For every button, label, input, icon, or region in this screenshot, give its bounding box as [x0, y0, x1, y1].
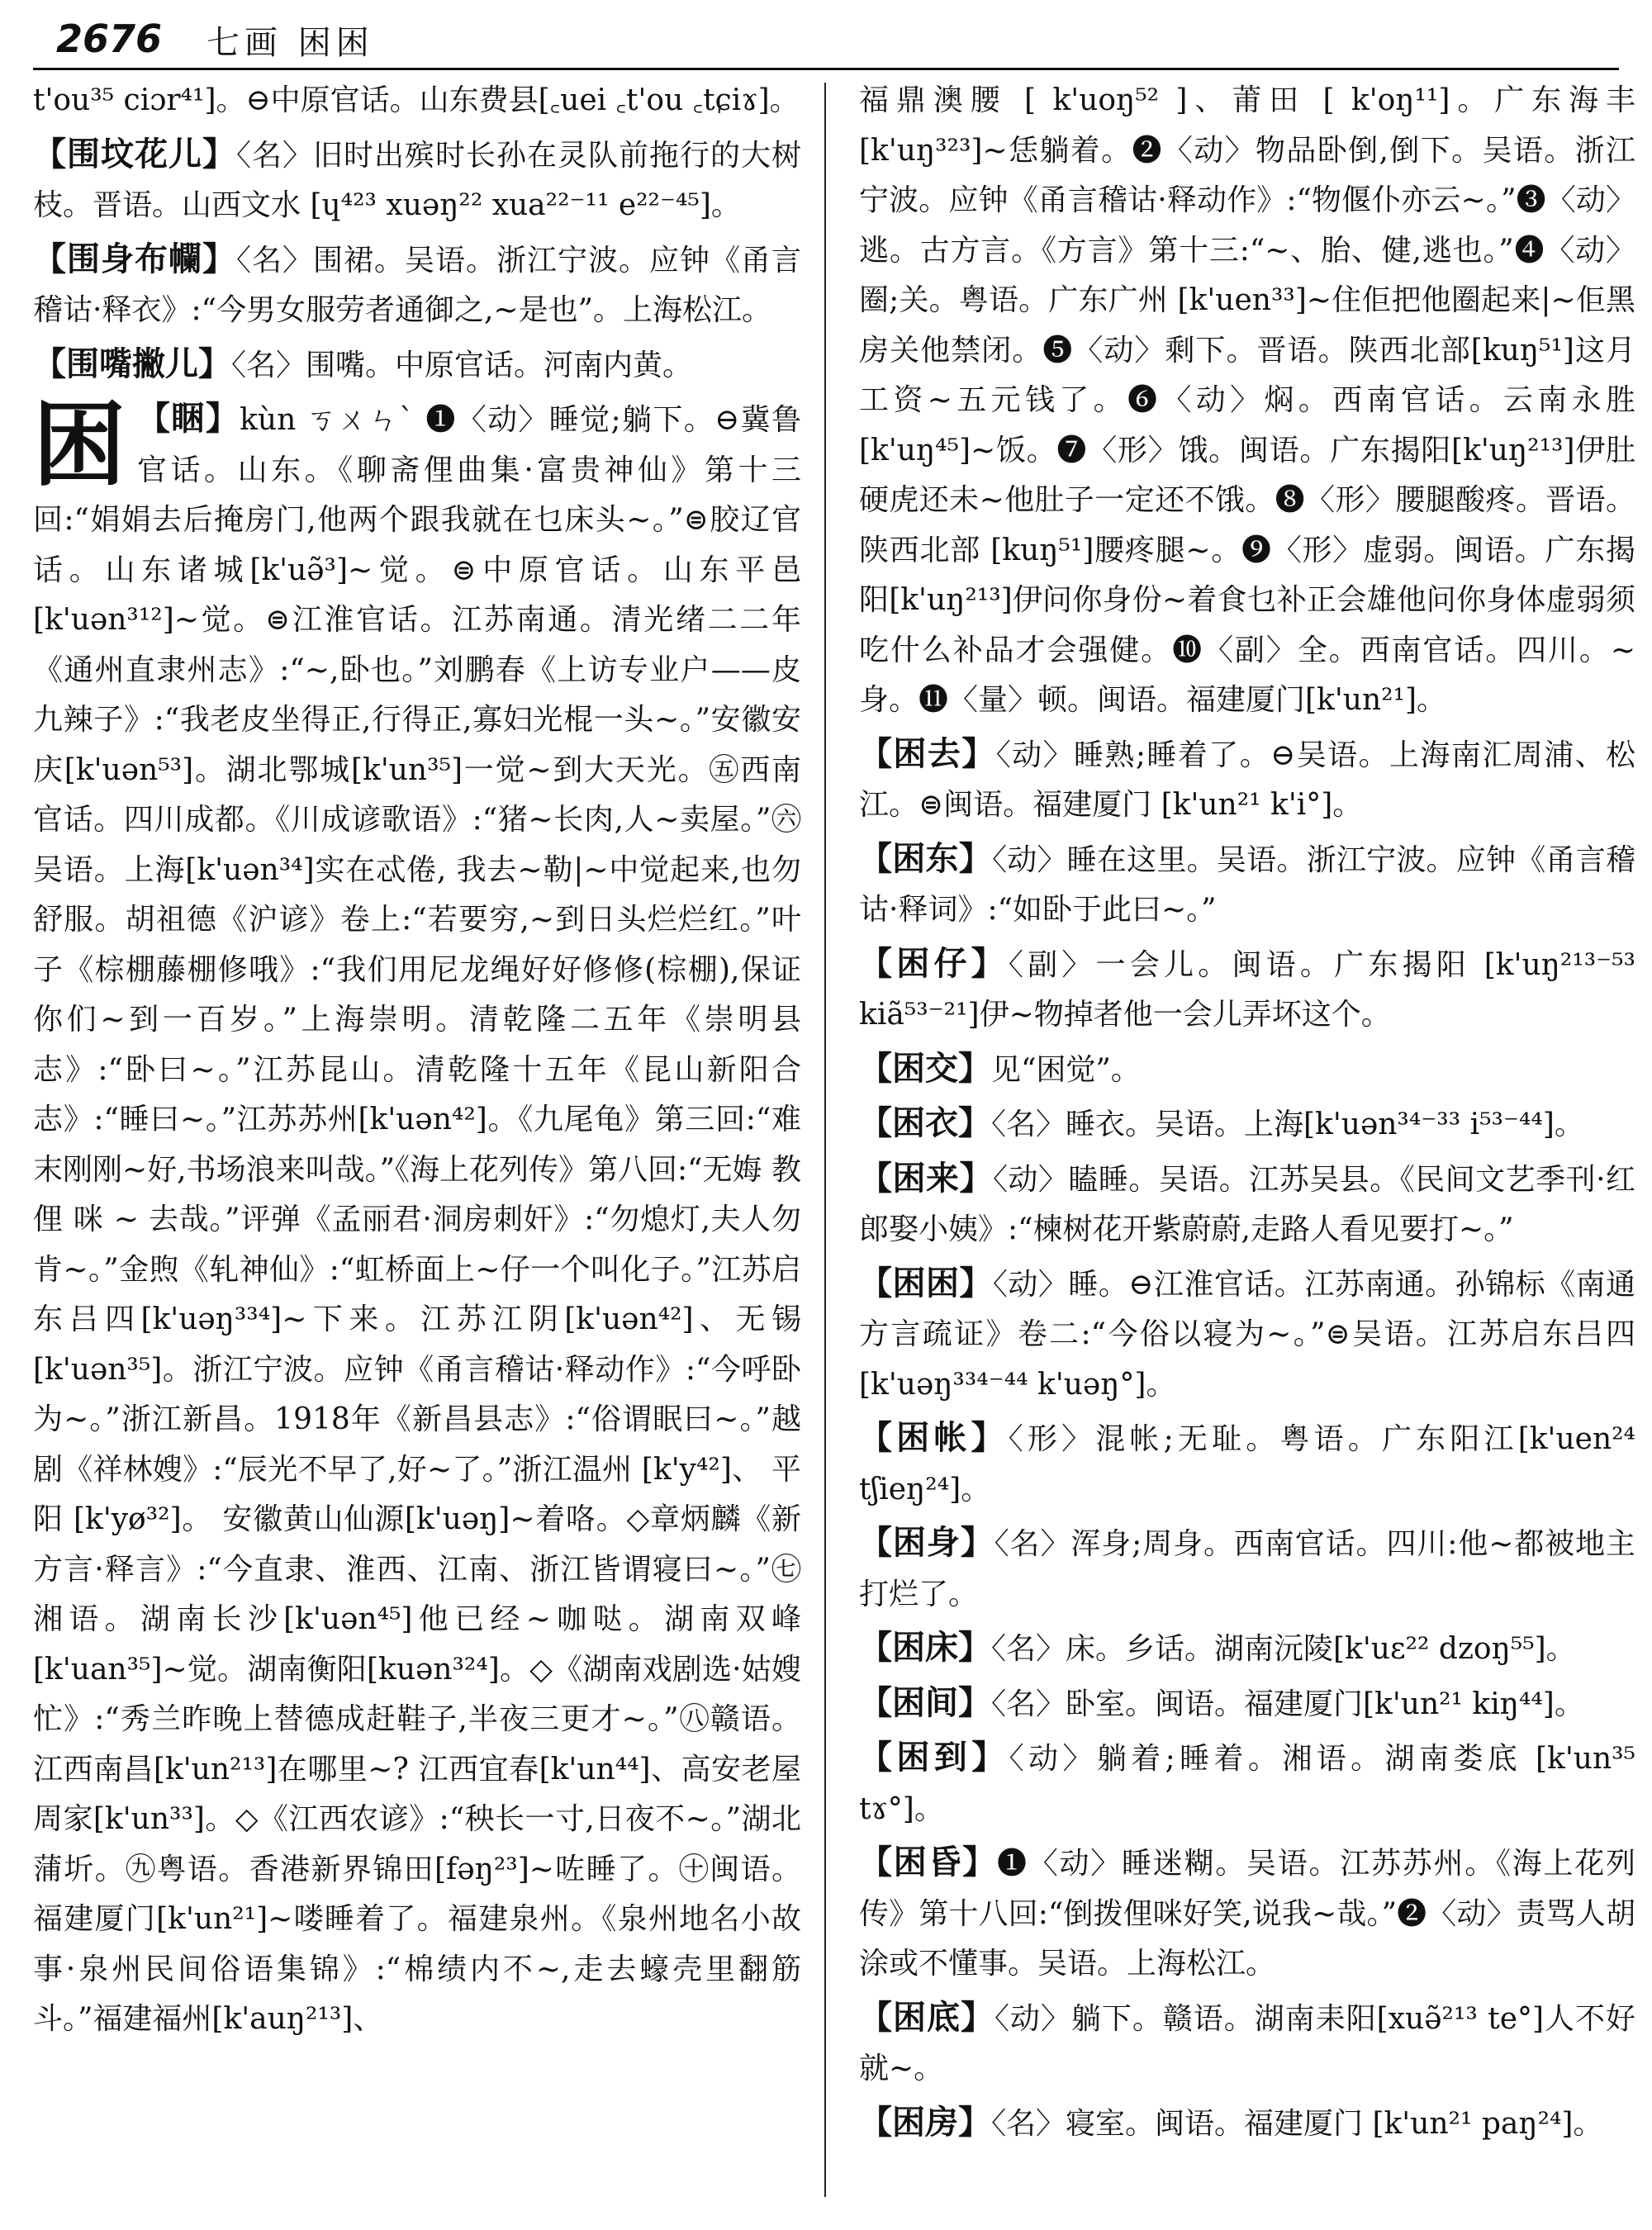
dictionary-entry	[859, 2098, 1635, 2150]
entry-headword: 【困东】	[859, 839, 992, 878]
entry-headword: 【困房】	[859, 2103, 991, 2142]
entry-definition: 〈动〉躺着;睡着。湘语。湖南娄底 [k'un³⁵ tɤ°]。	[859, 1742, 1635, 1826]
dictionary-entry	[33, 130, 801, 231]
entry-headword: 【围身布幱】	[33, 240, 236, 278]
entry-definition: ❶〈动〉睡迷糊。吴语。江苏苏州。《海上花列传》第十八回:“倒拨俚咪好笑,说我~哉。”❷〈动〉责骂人胡涂或不懂事。吴语。上海松江。	[859, 1847, 1635, 1981]
dictionary-entry	[859, 1623, 1635, 1675]
dictionary-entry	[859, 939, 1635, 1041]
entry-headword: 【困仔】	[859, 944, 1009, 983]
dictionary-entry	[859, 1678, 1635, 1730]
dictionary-entry	[859, 1044, 1635, 1096]
entry-definition: 〈动〉睡。⊖江淮官话。江苏南通。孙锦标《南通方言疏证》卷二:“今俗以寝为~。”⊜吴语。江苏启东吕四[k'uəŋ³³⁴⁻⁴⁴ k'uəŋ°]。	[859, 1267, 1635, 1402]
section-label: 七画 困困	[206, 24, 374, 62]
entry-definition: 〈动〉躺下。赣语。湖南耒阳[xuə̃²¹³ te°]人不好就~。	[859, 2001, 1635, 2085]
dictionary-entry	[859, 76, 1635, 726]
entry-headword: 【困衣】	[859, 1104, 991, 1142]
entry-definition: 〈动〉瞌睡。吴语。江苏吴县。《民间文艺季刊·红郎娶小姨》:“楝树花开紫蔚蔚,走路人看见要打~。”	[859, 1162, 1635, 1246]
dictionary-entry	[859, 834, 1635, 936]
entry-headword: 【困来】	[859, 1159, 993, 1198]
dictionary-entry-main	[33, 391, 801, 2045]
entry-definition: 〈形〉混帐;无耻。粤语。广东阳江[k'uen²⁴ tʃieŋ²⁴]。	[859, 1422, 1635, 1506]
dictionary-entry	[859, 729, 1635, 831]
entry-headword: 【困去】	[859, 734, 996, 773]
dictionary-entry	[859, 1259, 1635, 1411]
entry-definition: 福鼎澳腰 [ k'uoŋ⁵² ]、莆田 [ k'oŋ¹¹]。广东海丰[k'uŋ³²³]~恁躺着。❷〈动〉物品卧倒,倒下。吴语。浙江宁波。应钟《甬言稽诂·释动作》:“物偃仆亦云~。”❸〈动〉逃。古方言。《方言》第十三:“~、胎、健,逃也。”❹〈动〉圈;关。粤语。广东广州 [k'uen³³]~住佢把他圈起来|~佢黑房关他禁闭。❺〈动〉剩下。晋语。陕西北部[kuŋ⁵¹]这月工资~五元钱了。❻〈动〉焖。西南官话。云南永胜[k'uŋ⁴⁵]~饭。❼〈形〉饿。闽语。广东揭阳[k'uŋ²¹³]伊肚硬虎还未~他肚子一定还不饿。❽〈形〉腰腿酸疼。晋语。陕西北部 [kuŋ⁵¹]腰疼腿~。❾〈形〉虚弱。闽语。广东揭阳[k'uŋ²¹³]伊问你身份~着食乜补正会雄他问你身体虚弱须吃什么补品才会强健。❿〈副〉全。西南官话。四川。~身。⓫〈量〉顿。闽语。福建厦门[k'un²¹]。	[859, 83, 1635, 717]
entry-variant: 【睏】	[137, 400, 240, 438]
dictionary-entry	[33, 235, 801, 336]
main-character: 困	[33, 391, 126, 499]
entry-definition: kùn ㄎㄨㄣˋ ❶〈动〉睡觉;躺下。⊖冀鲁官话。山东。《聊斋俚曲集·富贵神仙》第十三回:“娟娟去后掩房门,他两个跟我就在乜床头~。”⊜胶辽官话。山东诸城[k'uə̃³]~觉。⊜中原官话。山东平邑[k'uən³¹²]~觉。⊜江淮官话。江苏南通。清光绪二二年《通州直隶州志》:“~,卧也。”刘鹏春《上访专业户——皮九辣子》:“我老皮坐得正,行得正,寡妇光棍一头~。”安徽安庆[k'uən⁵³]。湖北鄂城[k'un³⁵]一觉~到大天光。㊄西南官话。四川成都。《川成谚歌语》:“猪~长肉,人~卖屋。”㊅吴语。上海[k'uən³⁴]实在忒倦, 我去~勒|~中觉起来,也勿舒服。胡祖德《沪谚》卷上:“若要穷,~到日头烂烂红。”叶子《棕棚藤棚修哦》:“我们用尼龙绳好好修修(棕棚),保证你们~到一百岁。”上海崇明。清乾隆二五年《崇明县志》:“卧曰~。”江苏昆山。清乾隆十五年《昆山新阳合志》:“睡曰~。”江苏苏州[k'uən⁴²]。《九尾龟》第三回:“难末刚刚~好,书场浪来叫哉。”《海上花列传》第八回:“无娒 教 俚 咪 ~ 去哉。”评弹《孟丽君·洞房刺奸》:“勿熄灯,夫人勿肯~。”金煦《轧神仙》:“虹桥面上~仔一个叫化子。”江苏启东吕四[k'uəŋ³³⁴]~下来。江苏江阴[k'uən⁴²]、无锡 [k'uən³⁵]。浙江宁波。应钟《甬言稽诂·释动作》:“今呼卧为~。”浙江新昌。1918年《新昌县志》:“俗谓眠曰~。”越剧《祥林嫂》:“辰光不早了,好~了。”浙江温州 [k'y⁴²]、 平阳 [k'yø³²]。 安徽黄山仙源[k'uəŋ]~着咯。◇章炳麟《新方言·释言》:“今直隶、淮西、江南、浙江皆谓寝曰~。”㊆湘语。湖南长沙[k'uən⁴⁵]他已经~咖哒。湖南双峰[k'uan³⁵]~觉。湖南衡阳[kuən³²⁴]。◇《湖南戏剧选·姑嫂忙》:“秀兰昨晚上替德成赶鞋子,半夜三更才~。”㊇赣语。江西南昌[k'un²¹³]在哪里~? 江西宜春[k'un⁴⁴]、高安老屋周家[k'un³³]。◇《江西农谚》:“秧长一寸,日夜不~。”湖北蒲圻。㊈粤语。香港新界锦田[fəŋ²³]~咗睡了。㊉闽语。福建厦门[k'un²¹]~喽睡着了。福建泉州。《泉州地名小故事·泉州民间俗语集锦》:“棉绩内不~,走去蠔壳里翻筋斗。”福建福州[k'auŋ²¹³]、	[33, 403, 801, 2036]
dictionary-entry	[859, 1733, 1635, 1834]
entry-definition: t'ou³⁵ ciɔr⁴¹]。⊖中原官话。山东费县[꜀uei ꜀t'ou ꜀tɕiɤ]。	[33, 83, 800, 117]
dictionary-entry	[33, 76, 801, 126]
entry-definition: 〈动〉睡熟;睡着了。⊖吴语。上海南汇周浦、松江。⊜闽语。福建厦门 [k'un²¹ k'i°]。	[859, 738, 1635, 822]
dictionary-entry	[33, 339, 801, 391]
entry-definition: 〈名〉围嘴。中原官话。河南内黄。	[231, 348, 693, 382]
entry-headword: 【困到】	[859, 1739, 1009, 1777]
entry-headword: 【困困】	[859, 1264, 993, 1302]
entry-definition: 〈名〉围裙。吴语。浙江宁波。应钟《甬言稽诂·释衣》:“今男女服劳者通御之,~是也”。上海松江。	[33, 243, 801, 327]
dictionary-entry	[859, 1518, 1635, 1620]
entry-definition: 〈名〉睡衣。吴语。上海[k'uən³⁴⁻³³ i⁵³⁻⁴⁴]。	[991, 1108, 1584, 1141]
entry-headword: 【围嘴撇儿】	[33, 344, 231, 383]
dictionary-entry	[859, 1413, 1635, 1515]
entry-definition: 见“困觉”。	[991, 1052, 1141, 1087]
entry-definition: 〈副〉一会儿。闽语。广东揭阳 [k'uŋ²¹³⁻⁵³ kiã⁵³⁻²¹]伊~物掉者他一会儿弄坏这个。	[859, 947, 1635, 1032]
entry-headword: 【困交】	[859, 1049, 991, 1088]
entry-definition: 〈名〉浑身;周身。西南官话。四川:他~都被地主打烂了。	[859, 1527, 1635, 1611]
dictionary-entry	[859, 1838, 1635, 1990]
dictionary-entry	[859, 1993, 1635, 2095]
entry-headword: 【困间】	[859, 1683, 991, 1722]
entry-definition: 〈名〉旧时出殡时长孙在灵队前拖行的大树枝。晋语。山西文水 [ɥ⁴²³ xuəŋ²² xua²²⁻¹¹ e²²⁻⁴⁵]。	[33, 138, 801, 222]
entry-definition: 〈名〉床。乡话。湖南沅陵[k'uɛ²² dzoŋ⁵⁵]。	[991, 1632, 1576, 1666]
left-column	[33, 76, 801, 2213]
entry-headword: 【困底】	[859, 1998, 995, 2037]
entry-headword: 【困昏】	[859, 1843, 997, 1881]
entry-definition: 〈名〉卧室。闽语。福建厦门[k'un²¹ kiŋ⁴⁴]。	[991, 1687, 1584, 1721]
entry-headword: 【困身】	[859, 1524, 995, 1562]
entry-definition: 〈动〉睡在这里。吴语。浙江宁波。应钟《甬言稽诂·释词》:“如卧于此曰~。”	[859, 842, 1635, 927]
column-divider	[824, 83, 826, 2197]
entry-headword: 【困床】	[859, 1629, 991, 1667]
dictionary-entry	[859, 1098, 1635, 1151]
entry-headword: 【围坟花儿】	[33, 135, 236, 173]
page-header	[33, 10, 1619, 70]
entry-definition: 〈名〉寝室。闽语。福建厦门 [k'un²¹ paŋ²⁴]。	[991, 2106, 1603, 2141]
entry-headword: 【困帐】	[859, 1419, 1009, 1457]
page-number: 2676	[56, 17, 163, 61]
right-column	[859, 76, 1635, 2213]
dictionary-entry	[859, 1154, 1635, 1255]
